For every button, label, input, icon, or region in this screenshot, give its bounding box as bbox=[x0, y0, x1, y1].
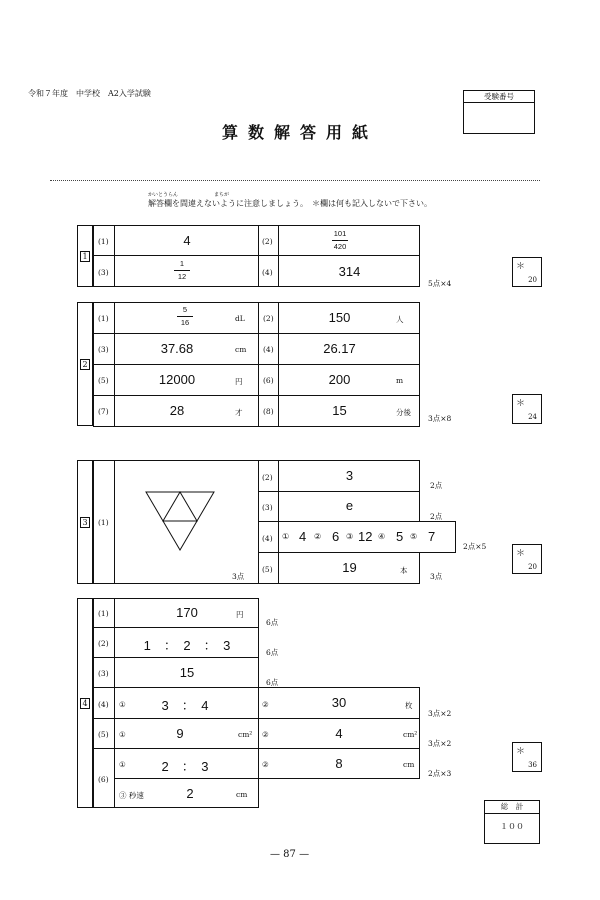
answer-1-1: 4 bbox=[183, 233, 191, 248]
numerator: 101 bbox=[333, 229, 347, 238]
instruction: 解答欄を間違えないように注意しましょう。 ＊欄は何も記入しないで下さい。 bbox=[148, 199, 432, 208]
points-3-3: 2点 bbox=[430, 512, 443, 521]
label-3-3: (3) bbox=[262, 503, 273, 512]
label-2-1: (1) bbox=[98, 314, 109, 323]
points-3-1: 3点 bbox=[232, 572, 245, 581]
seq-mark: ③ bbox=[346, 532, 354, 541]
unit-2-5: 円 bbox=[235, 377, 243, 386]
exam-number-box bbox=[463, 90, 535, 134]
label-2-4: (4) bbox=[263, 345, 274, 354]
answer-4-6-2: 8 bbox=[335, 756, 343, 771]
points-4-1: 6点 bbox=[266, 618, 279, 627]
points-3-5: 3点 bbox=[430, 572, 443, 581]
answer-2-6: 200 bbox=[328, 372, 351, 387]
label-3-5: (5) bbox=[262, 565, 273, 574]
answer-2-2: 150 bbox=[328, 310, 351, 325]
fraction-1-2 bbox=[320, 230, 360, 250]
seq-value: 5 bbox=[396, 529, 404, 544]
exam-number-label: 受験番号 bbox=[464, 91, 534, 103]
section-4-number: 4 bbox=[80, 698, 90, 709]
points-4-2: 6点 bbox=[266, 648, 279, 657]
score-total: 20 bbox=[528, 276, 537, 284]
mark-4-4-2: ② bbox=[262, 700, 269, 709]
seq-value: 6 bbox=[332, 529, 340, 544]
page-number: — 87 — bbox=[270, 849, 310, 860]
score-box-2 bbox=[512, 394, 542, 424]
unit-4-6-3: cm bbox=[236, 790, 248, 799]
answer-1-4: 314 bbox=[338, 264, 361, 279]
numerator: 5 bbox=[182, 305, 188, 314]
numerator: 1 bbox=[179, 259, 185, 268]
unit-2-3: cm bbox=[235, 345, 247, 354]
answer-4-3: 15 bbox=[179, 665, 195, 680]
points-4-5: 3点×2 bbox=[428, 739, 452, 748]
seq-mark: ① bbox=[282, 532, 290, 541]
points-4-3: 6点 bbox=[266, 678, 279, 687]
star: ＊ bbox=[516, 549, 526, 559]
label-4-6: (6) bbox=[98, 775, 109, 784]
points-3-4: 2点×5 bbox=[463, 542, 487, 551]
unit-4-5-2: cm² bbox=[403, 730, 418, 739]
star: ＊ bbox=[516, 747, 526, 757]
score-total: 24 bbox=[528, 413, 537, 421]
unit-2-7: 才 bbox=[235, 408, 243, 417]
ruby-kaitou: かいとうらん bbox=[148, 192, 179, 198]
label-2-8: (8) bbox=[263, 407, 274, 416]
label-2-2: (2) bbox=[263, 314, 274, 323]
seq-mark: ② bbox=[314, 532, 322, 541]
label-4-5: (5) bbox=[98, 730, 109, 739]
unit-2-2: 人 bbox=[396, 315, 404, 324]
unit-4-4-2: 枚 bbox=[405, 701, 413, 710]
label-1-2: (2) bbox=[262, 237, 273, 246]
unit-4-6-2: cm bbox=[403, 760, 415, 769]
section-1-number: 1 bbox=[80, 251, 90, 262]
label-4-3: (3) bbox=[98, 669, 109, 678]
seq-mark: ⑤ bbox=[410, 532, 418, 541]
label-4-2: (2) bbox=[98, 639, 109, 648]
unit-4-5-1: cm² bbox=[238, 730, 253, 739]
denominator: 420 bbox=[333, 241, 347, 251]
score-total: 36 bbox=[528, 761, 537, 769]
seq-value: 7 bbox=[428, 529, 436, 544]
seq-value: 4 bbox=[299, 529, 307, 544]
label-3-2: (2) bbox=[262, 473, 273, 482]
answer-3-2: 3 bbox=[345, 468, 354, 483]
unit-4-1: 円 bbox=[236, 610, 244, 619]
section-3-number: 3 bbox=[80, 517, 90, 528]
denominator: 16 bbox=[180, 317, 190, 327]
mark-4-4-1: ① bbox=[119, 700, 126, 709]
label-2-7: (7) bbox=[98, 407, 109, 416]
inner-triangle bbox=[163, 492, 197, 521]
score-box-3 bbox=[512, 544, 542, 574]
unit-2-8: 分後 bbox=[396, 408, 411, 417]
answer-4-5-2: 4 bbox=[335, 726, 343, 741]
answer-4-5-1: 9 bbox=[176, 726, 184, 741]
points-4-4: 3点×2 bbox=[428, 709, 452, 718]
answer-2-5: 12000 bbox=[158, 372, 196, 387]
points-4-6: 2点×3 bbox=[428, 769, 452, 778]
seq-value: 12 bbox=[358, 529, 373, 544]
label-1-1: (1) bbox=[98, 237, 109, 246]
total-label: 総 計 bbox=[485, 801, 539, 814]
mark-4-6-3: ③ 秒速 bbox=[119, 791, 144, 800]
label-4-4: (4) bbox=[98, 700, 109, 709]
total-value: １００ bbox=[500, 822, 524, 831]
label-1-4: (4) bbox=[262, 268, 273, 277]
answer-4-4-2: 30 bbox=[331, 695, 347, 710]
label-3-4: (4) bbox=[262, 534, 273, 543]
exam-info: 令和７年度 中学校 A2入学試験 bbox=[28, 89, 151, 98]
label-2-6: (6) bbox=[263, 376, 274, 385]
seq-mark: ④ bbox=[378, 532, 386, 541]
label-4-1: (1) bbox=[98, 609, 109, 618]
mark-4-5-1: ① bbox=[119, 730, 126, 739]
answer-3-5: 19 bbox=[342, 560, 357, 575]
points-3-2: 2点 bbox=[430, 481, 443, 490]
score-total: 20 bbox=[528, 563, 537, 571]
answer-4-4-1: 3 ： 4 bbox=[161, 698, 209, 713]
unit-3-5: 本 bbox=[400, 566, 408, 575]
answer-4-2: 1 ： 2 ： 3 bbox=[143, 638, 231, 653]
mark-4-5-2: ② bbox=[262, 730, 269, 739]
star: ＊ bbox=[516, 262, 526, 272]
answer-4-6-3: 2 bbox=[186, 786, 194, 801]
divider bbox=[50, 180, 540, 181]
fraction-1-3 bbox=[162, 260, 202, 280]
unit-2-1: dL bbox=[235, 314, 245, 323]
star: ＊ bbox=[516, 399, 526, 409]
points-1: 5点×4 bbox=[428, 279, 452, 288]
answer-2-3: 37.68 bbox=[160, 341, 194, 356]
label-2-5: (5) bbox=[98, 376, 109, 385]
mark-4-6-1: ① bbox=[119, 760, 126, 769]
mark-4-6-2: ② bbox=[262, 760, 269, 769]
page-title: 算数解答用紙 bbox=[221, 123, 378, 142]
answer-2-7: 28 bbox=[169, 403, 185, 418]
triangle-figure bbox=[145, 490, 215, 552]
points-2: 3点×8 bbox=[428, 414, 452, 423]
answer-3-3: e bbox=[345, 498, 354, 513]
score-box-4 bbox=[512, 742, 542, 772]
answer-2-8: 15 bbox=[332, 403, 347, 418]
label-1-3: (3) bbox=[98, 268, 109, 277]
ruby-machigae: まちが bbox=[214, 192, 230, 198]
total-box bbox=[484, 800, 540, 844]
answer-4-1: 170 bbox=[176, 605, 198, 620]
section-2-number: 2 bbox=[80, 359, 90, 370]
denominator: 12 bbox=[177, 271, 187, 281]
answer-2-4: 26.17 bbox=[323, 341, 356, 356]
fraction-2-1 bbox=[165, 306, 205, 326]
score-box-1 bbox=[512, 257, 542, 287]
label-3-1: (1) bbox=[98, 518, 109, 527]
unit-2-6: m bbox=[396, 376, 404, 385]
label-2-3: (3) bbox=[98, 345, 109, 354]
answer-4-6-1: 2 ： 3 bbox=[161, 759, 209, 774]
